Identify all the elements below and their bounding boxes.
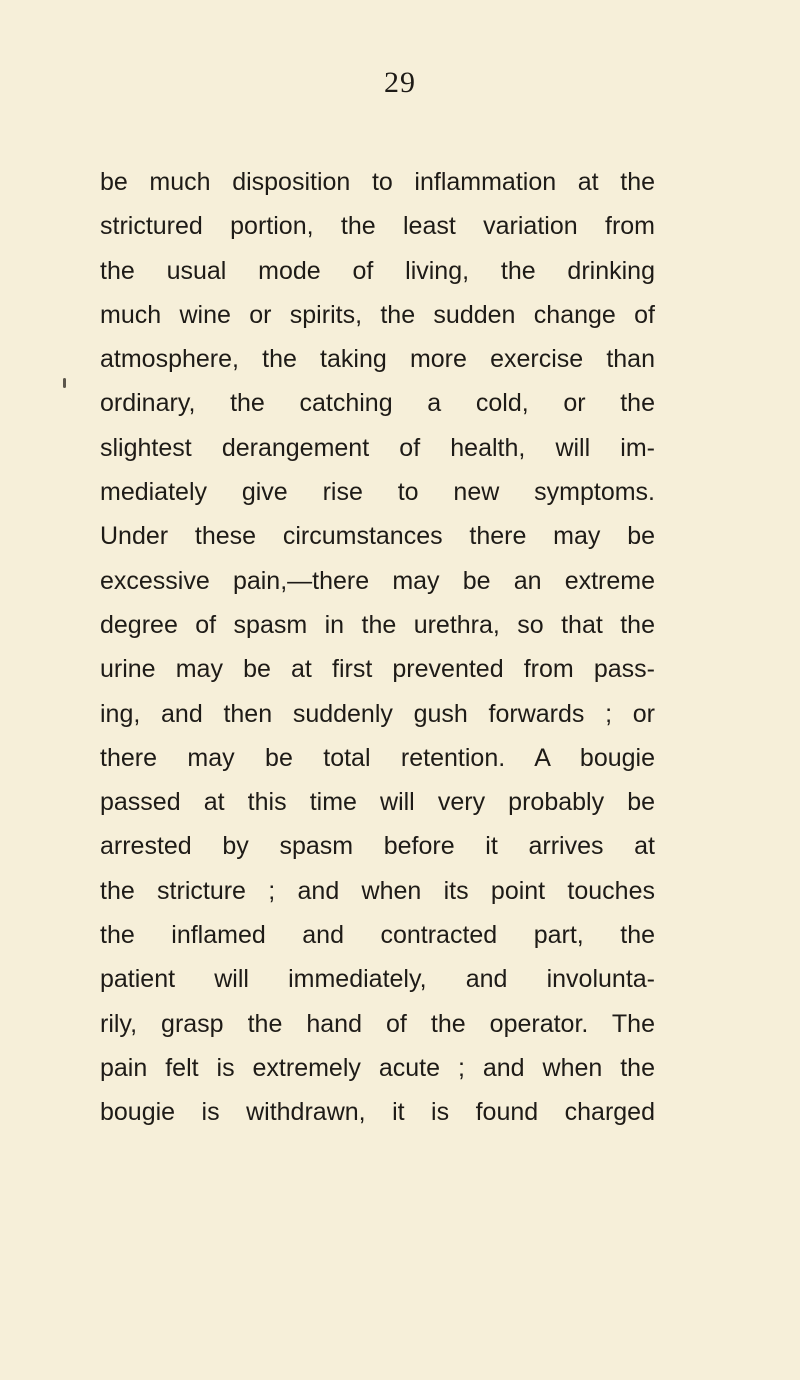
- text-line: the stricture ; and when its point touches: [100, 876, 655, 905]
- text-line: mediately give rise to new symptoms.: [100, 478, 655, 507]
- text-line: passed at this time will very probably be: [100, 788, 655, 817]
- text-line: Under these circumstances there may be: [100, 522, 655, 551]
- text-line: arrested by spasm before it arrives at: [100, 832, 655, 861]
- text-line: excessive pain,—there may be an extreme: [100, 566, 655, 595]
- page-number: 29: [384, 66, 416, 99]
- text-line: strictured portion, the least variation from: [100, 212, 655, 241]
- text-line: the usual mode of living, the drinking: [100, 256, 655, 285]
- text-line: rily, grasp the hand of the operator. The: [100, 1009, 655, 1038]
- text-line: atmosphere, the taking more exercise than: [100, 345, 655, 374]
- text-line: degree of spasm in the urethra, so that the: [100, 610, 655, 639]
- text-line: pain felt is extremely acute ; and when the: [100, 1053, 655, 1082]
- text-line: ordinary, the catching a cold, or the: [100, 389, 655, 418]
- body-text: [100, 160, 655, 1135]
- margin-speck: [63, 378, 66, 388]
- text-line: there may be total retention. A bougie: [100, 743, 655, 772]
- text-line: bougie is withdrawn, it is found charged: [100, 1098, 655, 1127]
- text-line: slightest derangement of health, will im-: [100, 433, 655, 462]
- text-line: the inflamed and contracted part, the: [100, 921, 655, 950]
- text-line: much wine or spirits, the sudden change of: [100, 300, 655, 329]
- text-line: urine may be at first prevented from pass-: [100, 655, 655, 684]
- text-line: be much disposition to inflammation at the: [100, 168, 655, 196]
- text-line: patient will immediately, and involunta-: [100, 965, 655, 994]
- text-line: ing, and then suddenly gush forwards ; or: [100, 699, 655, 728]
